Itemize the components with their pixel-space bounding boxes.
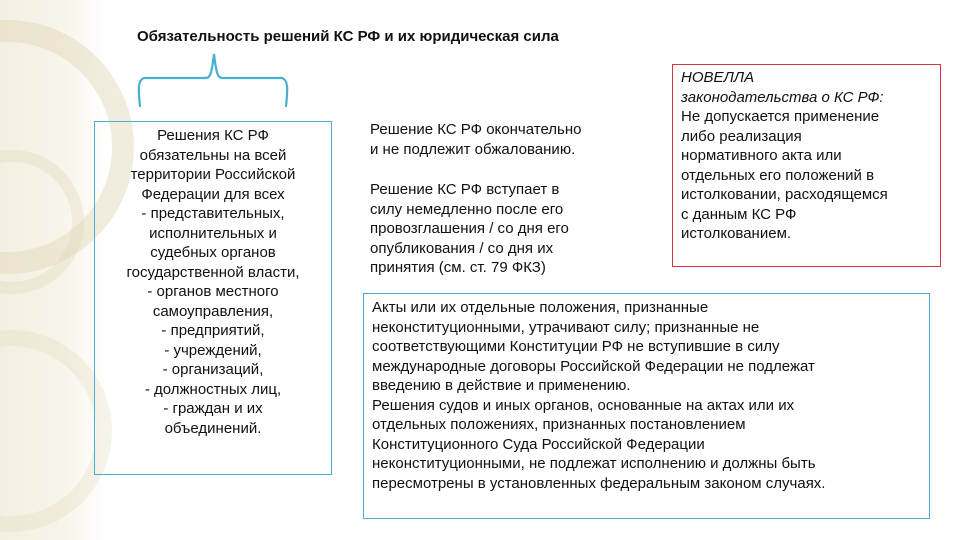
obligation-line: судебных органов — [150, 244, 276, 261]
novella-heading — [681, 68, 932, 107]
final-decision-line: Решение КС РФ окончательно — [370, 121, 582, 138]
obligation-line: - учреждений, — [164, 341, 262, 359]
obligation-line: обязательны на всей — [139, 146, 287, 164]
obligation-line: Решения КС РФ — [157, 127, 269, 144]
acts-line: Акты или их отдельные положения, признанные — [372, 299, 709, 316]
acts-line: Решения судов и иных органов, основанные на актах или их — [372, 396, 795, 414]
obligation-text — [99, 126, 327, 438]
obligation-line: - представительных, — [141, 205, 285, 222]
decorative-sidebar — [0, 0, 106, 540]
obligation-line: Федерации для всех — [141, 185, 285, 203]
acts-line: пересмотрены в установленных федеральным законом случаях. — [372, 474, 826, 492]
curly-brace-connector — [130, 48, 300, 110]
entry-into-force-line: принятия (см. ст. 79 ФКЗ) — [370, 259, 546, 276]
entry-into-force-text — [370, 180, 630, 278]
obligation-line: - организаций, — [162, 361, 264, 378]
final-decision-text — [370, 120, 640, 159]
obligation-line: исполнительных и — [149, 224, 277, 242]
novella-body-line: истолковании, расходящемся — [681, 186, 888, 203]
obligation-line: - должностных лиц, — [144, 380, 282, 398]
novella-body — [681, 107, 932, 244]
obligation-line: государственной власти, — [126, 263, 300, 281]
obligation-line: территории Российской — [130, 166, 296, 183]
novella-body-line: либо реализация — [681, 127, 802, 145]
entry-into-force-line: Решение КС РФ вступает в — [370, 181, 560, 198]
entry-into-force-line: силу немедленно после его — [370, 200, 564, 218]
novella-body-line: нормативного акта или — [681, 147, 842, 164]
final-decision-line: и не подлежит обжалованию. — [370, 140, 576, 158]
acts-line: Конституционного Суда Российской Федерации — [372, 435, 705, 453]
novella-heading-line: законодательства о КС РФ: — [681, 88, 884, 106]
novella-box — [672, 64, 941, 267]
obligation-line: объединений. — [164, 419, 262, 437]
novella-heading-line: НОВЕЛЛА — [681, 69, 755, 86]
obligation-line: самоуправления, — [152, 302, 274, 320]
entry-into-force-line: опубликования / со дня их — [370, 239, 554, 257]
novella-body-line: Не допускается применение — [681, 108, 880, 125]
acts-box — [363, 293, 930, 519]
acts-line: введению в действие и применению. — [372, 377, 631, 394]
acts-line: отдельных положениях, признанных постановлением — [372, 416, 746, 433]
entry-into-force-line: провозглашения / со дня его — [370, 220, 569, 237]
obligation-line: - граждан и их — [163, 400, 263, 417]
obligation-box — [94, 121, 332, 475]
obligation-line: - предприятий, — [161, 322, 265, 339]
page-title: Обязательность решений КС РФ и их юридическая сила — [137, 28, 559, 45]
novella-body-line: отдельных его положений в — [681, 166, 875, 184]
novella-body-line: истолкованием. — [681, 225, 792, 242]
acts-line: неконституционными, утрачивают силу; признанные не — [372, 318, 760, 336]
novella-body-line: с данным КС РФ — [681, 205, 797, 223]
acts-line: неконституционными, не подлежат исполнению и должны быть — [372, 455, 816, 472]
acts-line: международные договоры Российской Федерации не подлежат — [372, 357, 815, 375]
acts-text — [372, 298, 921, 493]
acts-line: соответствующими Конституции РФ не вступившие в силу — [372, 338, 780, 355]
obligation-line: - органов местного — [147, 283, 279, 300]
